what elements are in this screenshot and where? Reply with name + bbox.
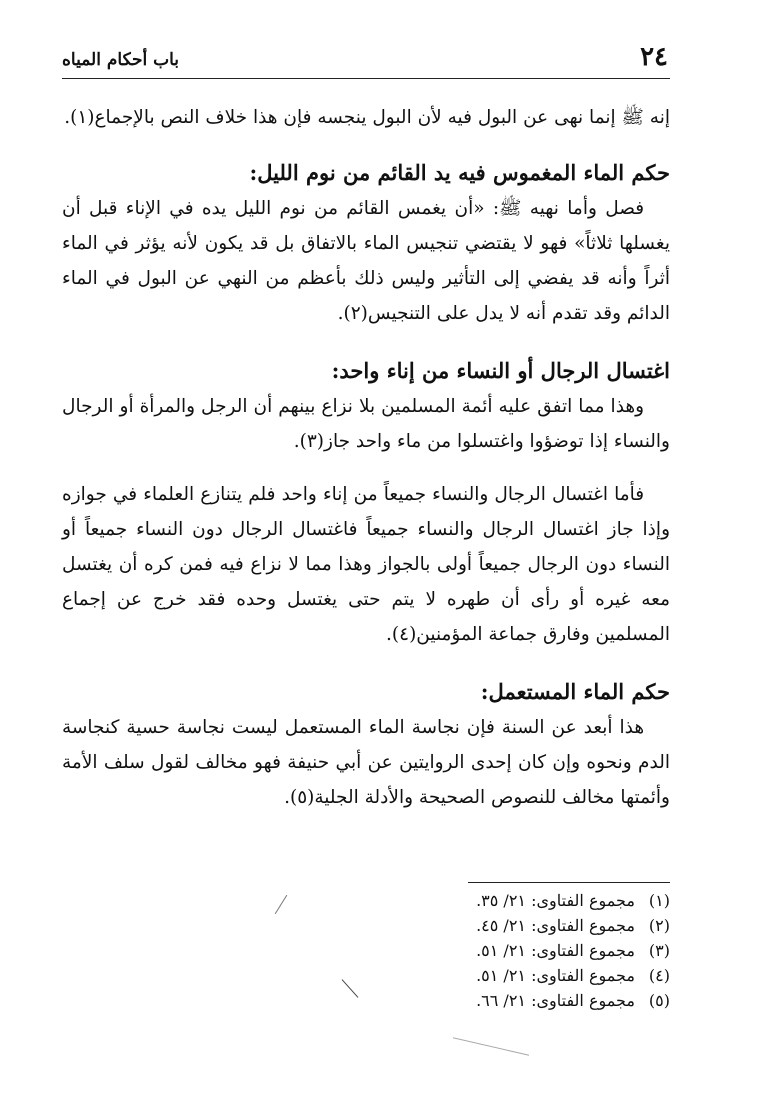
footnote bbox=[62, 888, 670, 913]
footnote-text: مجموع الفتاوى: ٢١/ ٣٥. bbox=[476, 891, 635, 910]
footnote-number: (٤) bbox=[648, 966, 670, 985]
page-header bbox=[62, 40, 670, 79]
paragraph-3: وهذا مما اتفق عليه أئمة المسلمين بلا نزاع بينهم أن الرجل والمرأة أو الرجال والنساء إذا توضؤوا واغتسلوا من ماء واحد جاز(٣). bbox=[62, 396, 670, 452]
footnote-number: (٥) bbox=[648, 991, 670, 1010]
paragraph-1: إنه ﷺ إنما نهى عن البول فيه لأن البول ينجسه فإن هذا خلاف النص بالإجماع(١). bbox=[64, 107, 670, 128]
footnote-number: (١) bbox=[648, 891, 670, 910]
section-heading-shared-bathing: اغتسال الرجال أو النساء من إناء واحد: bbox=[331, 358, 670, 383]
footnote-number: (٢) bbox=[648, 916, 670, 935]
footnote bbox=[62, 938, 670, 963]
page-number: ٢٤ bbox=[640, 42, 668, 72]
section-heading-used-water: حكم الماء المستعمل: bbox=[480, 679, 670, 704]
section-heading-hand-dipping: حكم الماء المغموس فيه يد القائم من نوم الليل: bbox=[249, 160, 670, 185]
footnote bbox=[62, 913, 670, 938]
footnote-text: مجموع الفتاوى: ٢١/ ٦٦. bbox=[476, 991, 635, 1010]
footnote-text: مجموع الفتاوى: ٢١/ ٥١. bbox=[476, 941, 635, 960]
paragraph-5: هذا أبعد عن السنة فإن نجاسة الماء المستعمل ليست نجاسة حسية كنجاسة الدم ونحوه وإن كان إحدى الروايتين عن أبي حنيفة فهو مخالف لقول سلف الأمة وأئمتها مخالف للنصوص الصحيحة والأدلة الجلية(٥). bbox=[62, 717, 670, 808]
paragraph-4: فأما اغتسال الرجال والنساء جميعاً من إناء واحد فلم يتنازع العلماء في جوازه وإذا جاز اغتسال الرجال والنساء جميعاً فاغتسال الرجال دون النساء جميعاً أو النساء دون الرجال جميعاً أولى بالجواز وهذا مما لا نزاع فيه فمن كره أن يغتسل معه غيره أو رأى أن طهره لا يتم حتى يغتسل وحده فقد خرج عن إجماع المسلمين وفارق جماعة المؤمنين(٤). bbox=[62, 484, 670, 645]
footnote bbox=[62, 988, 670, 1013]
paragraph-2: فصل وأما نهيه ﷺ: «أن يغمس القائم من نوم الليل يده في الإناء قبل أن يغسلها ثلاثاً» فهو لا يقتضي تنجيس الماء بالاتفاق بل قد يكون لأنه يؤثر في الماء أثراً وأنه قد يفضي إلى التأثير وليس ذلك بأعظم من النهي عن البول في الماء الدائم وقد تقدم أنه لا يدل على التنجيس(٢). bbox=[62, 198, 670, 324]
scan-mark bbox=[453, 1037, 529, 1056]
chapter-title: باب أحكام المياه bbox=[62, 50, 180, 70]
footnote-separator bbox=[468, 882, 670, 883]
page-body bbox=[62, 100, 670, 815]
footnote-text: مجموع الفتاوى: ٢١/ ٤٥. bbox=[476, 916, 635, 935]
footnote bbox=[62, 963, 670, 988]
footnotes bbox=[62, 888, 670, 1013]
footnote-text: مجموع الفتاوى: ٢١/ ٥١. bbox=[476, 966, 635, 985]
footnote-number: (٣) bbox=[648, 941, 670, 960]
